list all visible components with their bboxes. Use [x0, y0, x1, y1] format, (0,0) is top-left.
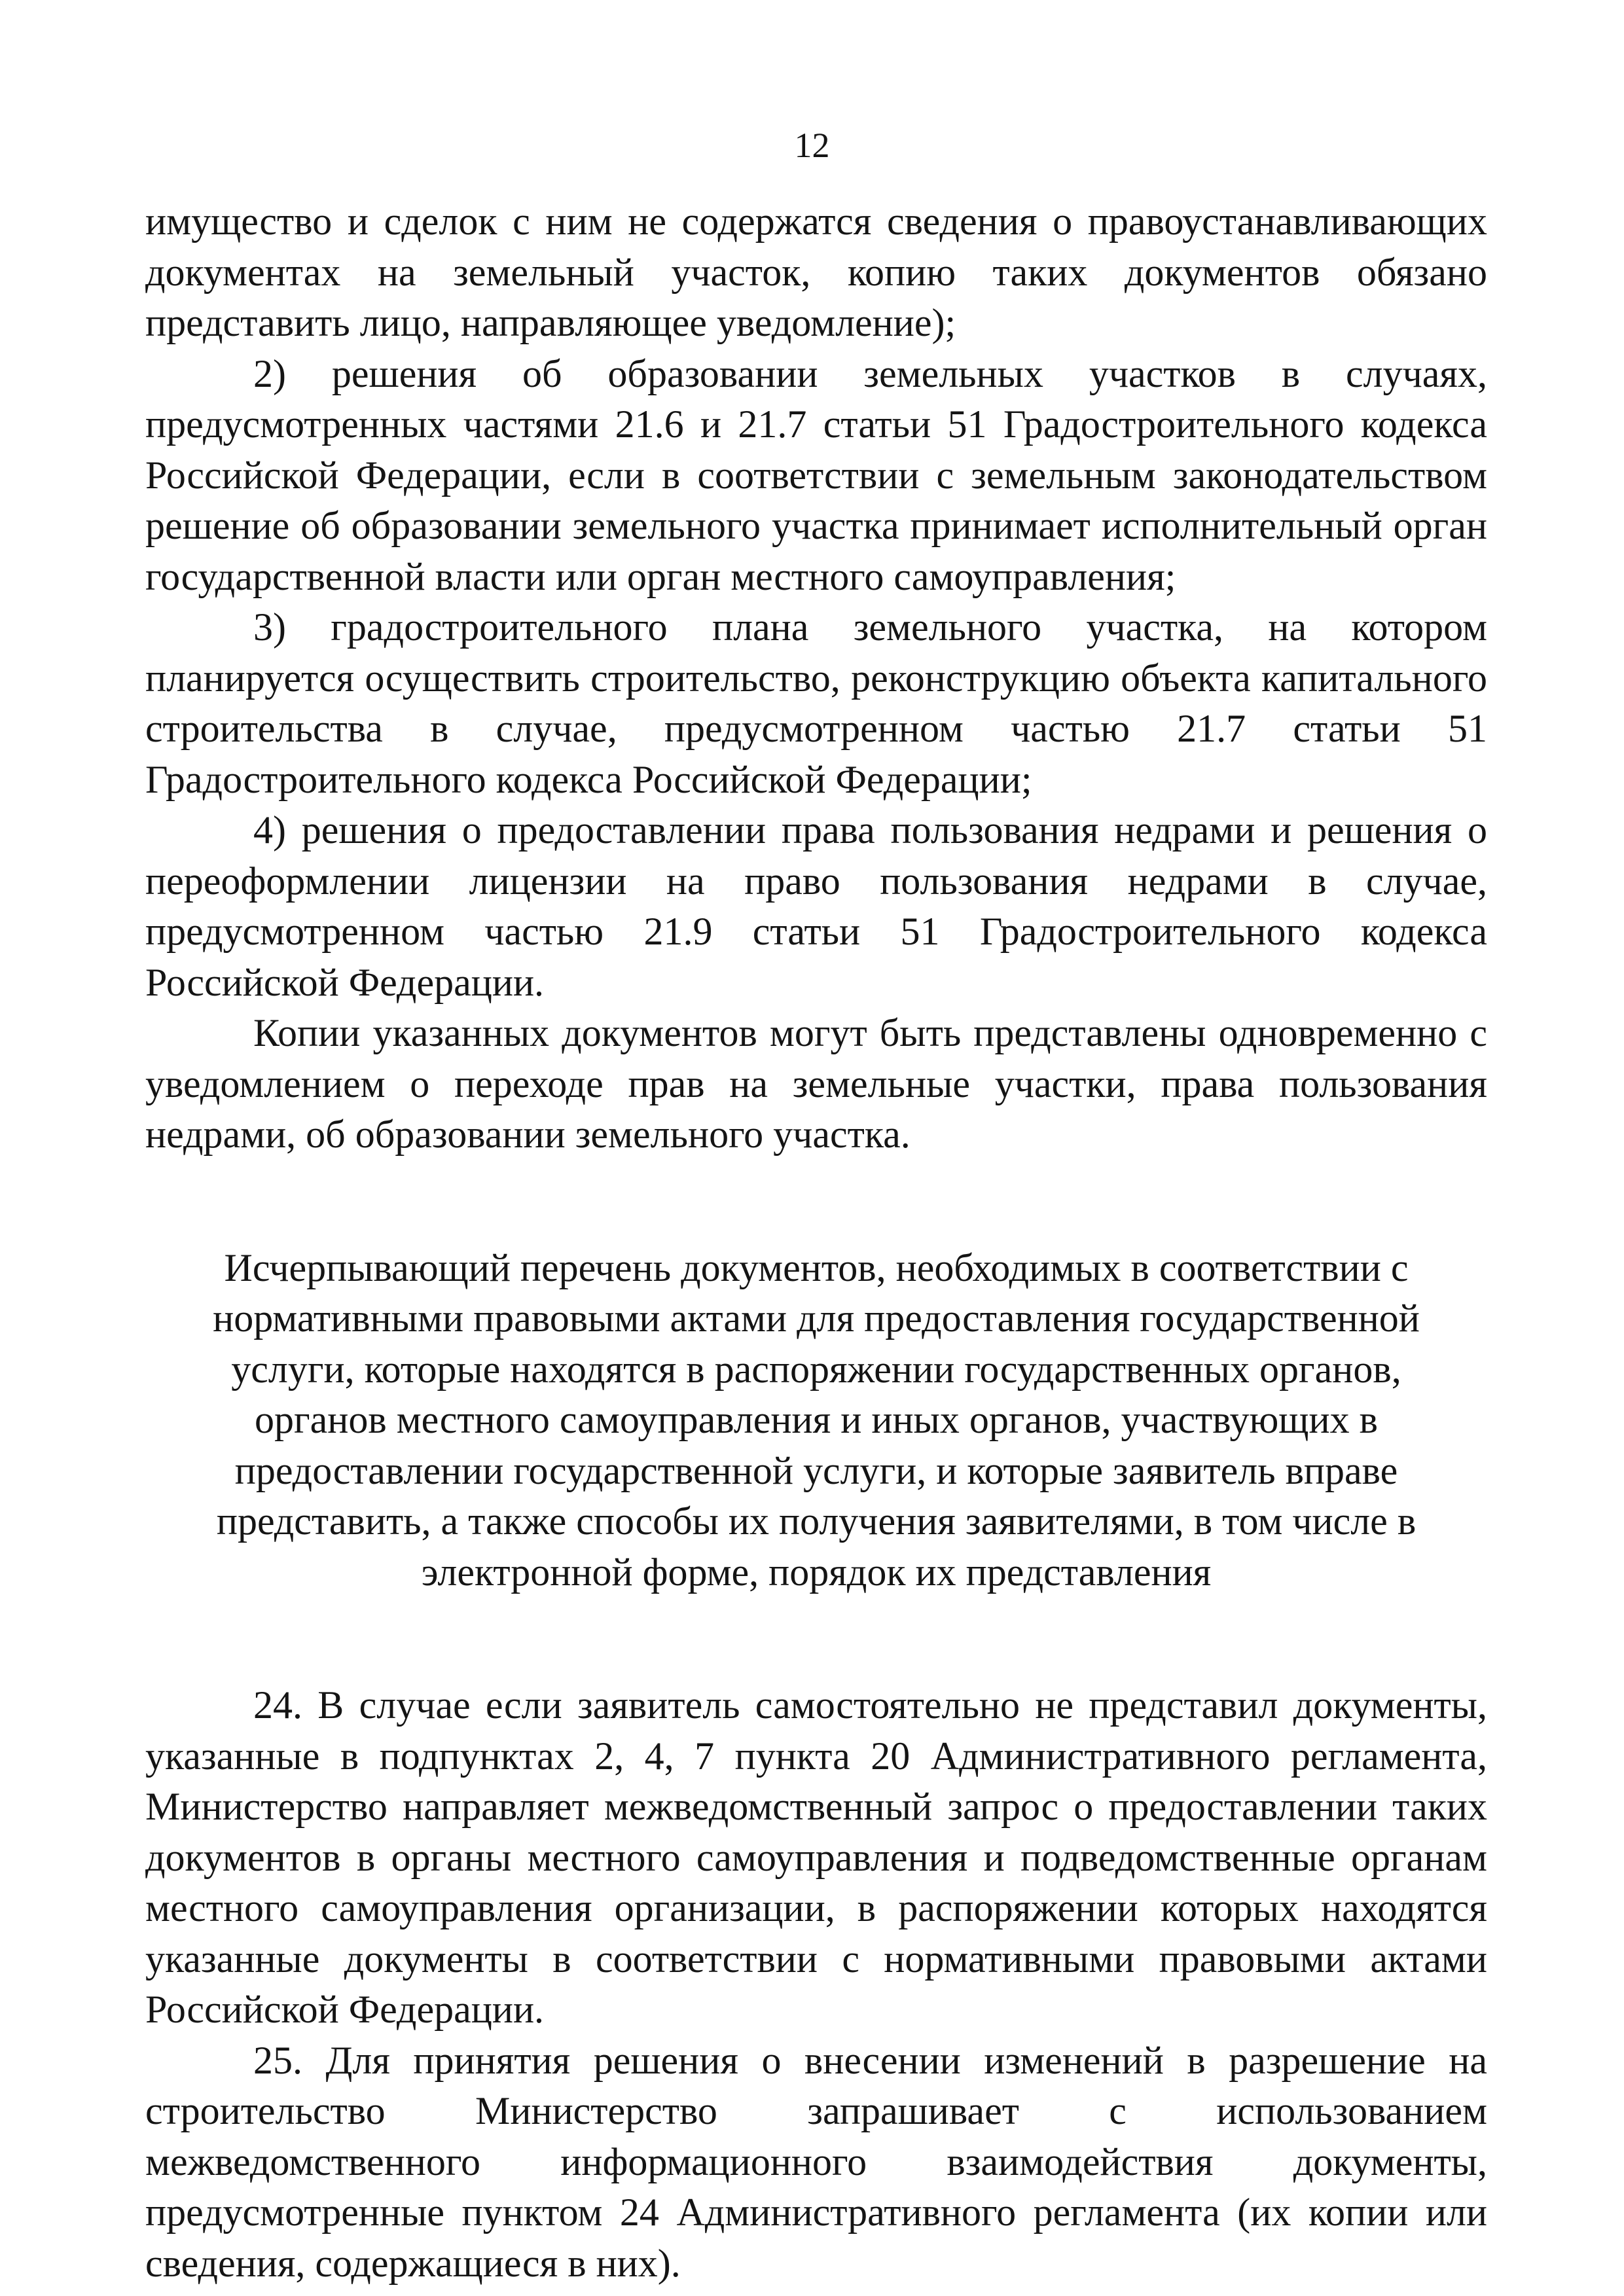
list-item-2: 2) решения об образовании земельных участков в случаях, предусмотренных частями 21.6 и 21.7 статьи 51 Градостроительного кодекса Российской Федерации, если в соответствии с земельным законодательством решение об образовании земельного участка принимает исполнительный орган государственной власти или орган местного самоуправления;: [145, 351, 1487, 598]
clause-25: 25. Для принятия решения о внесении изменений в разрешение на строительство Министерство запрашивает с использованием межведомственного информационного взаимодействия документы, предусмотренные пунктом 24 Административного регламента (их копии или сведения, содержащиеся в них).: [145, 2038, 1487, 2285]
clause-24: 24. В случае если заявитель самостоятельно не представил документы, указанные в подпунктах 2, 4, 7 пункта 20 Административного регламента, Министерство направляет межведомственный запрос о предоставлении таких документов в органы местного самоуправления и подведомственные органам местного самоуправления организации, в распоряжении которых находятся указанные документы в соответствии с нормативными правовыми актами Российской Федерации.: [145, 1683, 1487, 2031]
page-number: 12: [794, 126, 830, 165]
paragraph-continuation: имущество и сделок с ним не содержатся сведения о правоустанавливающих документах на земельный участок, копию таких документов обязано представить лицо, направляющее уведомление);: [145, 200, 1487, 344]
section-heading: Исчерпывающий перечень документов, необходимых в соответствии с нормативными правовыми актами для предоставления государственной услуги, которые находятся в распоряжении государственных органов, органов местного самоуправления и иных органов, участвующих в предоставлении государственной услуги, и которые заявитель вправе представить, а также способы их получения заявителями, в том числе в электронной форме, порядок их представления: [213, 1246, 1420, 1594]
document-body: [145, 196, 1487, 2289]
spacer: [145, 1598, 1487, 1680]
list-item-4: 4) решения о предоставлении права пользования недрами и решения о переоформлении лицензии на право пользования недрами в случае, предусмотренном частью 21.9 статьи 51 Градостроительного кодекса Российской Федерации.: [145, 808, 1487, 1004]
paragraph-copies-note: Копии указанных документов могут быть представлены одновременно с уведомлением о переходе прав на земельные участки, права пользования недрами, об образовании земельного участка.: [145, 1011, 1487, 1156]
spacer: [145, 1160, 1487, 1243]
list-item-3: 3) градостроительного плана земельного участка, на котором планируется осуществить строительство, реконструкцию объекта капитального строительства в случае, предусмотренном частью 21.7 статьи 51 Градостроительного кодекса Российской Федерации;: [145, 605, 1487, 801]
